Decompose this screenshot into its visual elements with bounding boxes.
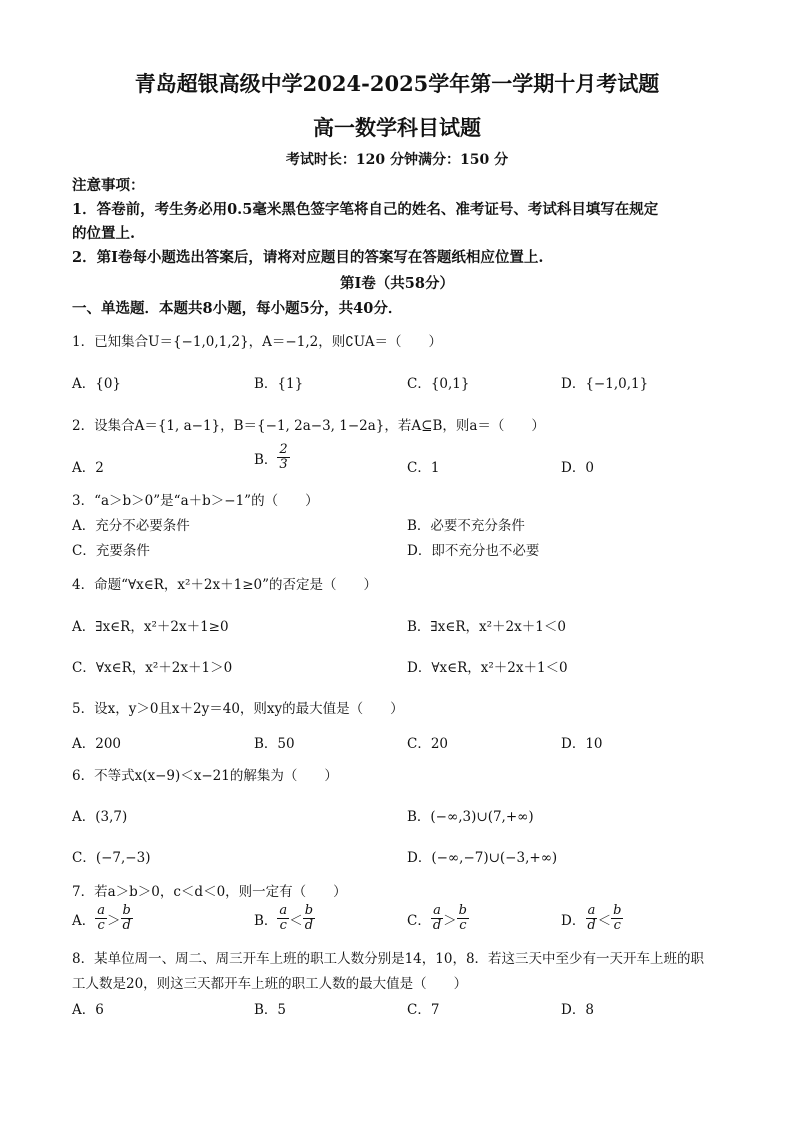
fraction	[585, 904, 597, 933]
question-5-option-b: B．50	[254, 736, 295, 752]
fraction-denominator: d	[122, 918, 131, 933]
question-3-option-b: B．必要不充分条件	[407, 518, 525, 534]
fraction-denominator: d	[304, 918, 314, 933]
fraction-numerator: b	[613, 903, 622, 918]
question-6-option-a: A．(3,7)	[72, 809, 128, 825]
question-5-option-d: D．10	[561, 736, 603, 752]
fraction-numerator: a	[279, 903, 288, 918]
fraction	[277, 904, 289, 933]
question-7-option-d	[561, 904, 623, 933]
fraction-denominator: d	[587, 918, 596, 933]
question-7-option-c	[407, 904, 469, 933]
fraction	[611, 904, 623, 933]
fraction-numerator: 2	[279, 442, 288, 457]
fraction-denominator: c	[97, 918, 105, 933]
question-4-stem: 4．命题“∀x∈R，x²＋2x＋1≥0”的否定是（ ）	[72, 577, 378, 593]
question-8-option-b: B．5	[254, 1002, 287, 1018]
question-3-option-a: A．充分不必要条件	[72, 518, 190, 534]
part-1-title: 第Ⅰ卷（共58分）	[340, 275, 454, 292]
question-4-option-d: D．∀x∈R，x²＋2x＋1＜0	[407, 660, 568, 676]
question-4-option-a: A．∃x∈R，x²＋2x＋1≥0	[72, 619, 229, 635]
fraction-denominator: c	[459, 918, 467, 933]
fraction	[277, 443, 289, 472]
question-1-stem: 1．已知集合U＝{−1,0,1,2}，A＝−1,2，则∁UA＝（ ）	[72, 334, 443, 350]
section-1-title: 一、单选题．本题共8小题，每小题5分，共40分．	[72, 300, 403, 317]
question-8-option-c: C．7	[407, 1002, 440, 1018]
question-2-option-a: A．2	[72, 460, 104, 476]
question-2-option-b-label: B．	[254, 451, 278, 468]
question-8-option-d: D．8	[561, 1002, 594, 1018]
note-item-2: 2．第Ⅰ卷每小题选出答案后，请将对应题目的答案写在答题纸相应位置上.	[72, 249, 544, 266]
question-3-stem: 3．“a＞b＞0”是“a＋b＞−1”的（ ）	[72, 493, 319, 509]
note-item-1-line-1: 1．答卷前，考生务必用0.5毫米黑色签字笔将自己的姓名、准考证号、考试科目填写在规定	[72, 201, 659, 218]
question-7-stem: 7．若a＞b＞0，c＜d＜0，则一定有（ ）	[72, 884, 347, 900]
question-2-option-c: C．1	[407, 460, 440, 476]
fraction-numerator: b	[304, 903, 314, 918]
question-7-option-a	[72, 904, 133, 933]
question-6-stem: 6．不等式x(x−9)＜x−21的解集为（ ）	[72, 768, 338, 784]
question-6-option-b: B．(−∞,3)∪(7,+∞)	[407, 809, 534, 825]
fraction-denominator: c	[279, 918, 287, 933]
question-7-option-b-label: B．	[254, 912, 278, 929]
exam-info: 考试时长：120 分钟满分：150 分	[285, 152, 509, 168]
fraction-numerator: b	[458, 903, 467, 918]
fraction	[121, 904, 133, 933]
question-3-option-d: D．即不充分也不必要	[407, 543, 540, 559]
question-7-option-b	[254, 904, 315, 933]
comparison-sign: ＜	[597, 912, 612, 929]
fraction-numerator: a	[587, 903, 596, 918]
question-8-option-a: A．6	[72, 1002, 104, 1018]
question-6-option-c: C．(−7,−3)	[72, 850, 151, 866]
fraction-numerator: a	[433, 903, 441, 918]
question-4-option-b: B．∃x∈R，x²＋2x＋1＜0	[407, 619, 566, 635]
fraction-numerator: b	[122, 903, 131, 918]
question-7-option-a-label: A．	[72, 912, 96, 929]
question-8-stem-line-2: 工人数是20，则这三天都开车上班的职工人数的最大值是（ ）	[72, 976, 468, 992]
question-5-option-c: C．20	[407, 736, 449, 752]
question-5-option-a: A．200	[72, 736, 122, 752]
exam-title: 青岛超银高级中学2024-2025学年第一学期十月考试题	[134, 71, 660, 96]
fraction	[95, 904, 107, 933]
question-1-option-d: D．{−1,0,1}	[561, 376, 649, 392]
question-4-option-c: C．∀x∈R，x²＋2x＋1＞0	[72, 660, 233, 676]
fraction	[457, 904, 469, 933]
note-item-1-line-2: 的位置上.	[72, 225, 136, 242]
question-7-option-c-label: C．	[407, 912, 431, 929]
question-1-option-b: B．{1}	[254, 376, 304, 392]
notes-heading: 注意事项：	[72, 177, 145, 194]
question-2-option-d: D．0	[561, 460, 594, 476]
question-8-stem-line-1: 8．某单位周一、周二、周三开车上班的职工人数分别是14，10，8．若这三天中至少有一天开车上班的职	[72, 951, 705, 967]
fraction-denominator: 3	[279, 457, 288, 472]
question-5-stem: 5．设x，y＞0且x＋2y＝40，则xy的最大值是（ ）	[72, 701, 404, 717]
question-3-option-c: C．充要条件	[72, 543, 150, 559]
fraction-denominator: d	[432, 918, 442, 933]
question-2-stem: 2．设集合A＝{1, a−1}，B＝{−1, 2a−3, 1−2a}，若A⊆B，则a＝（ ）	[72, 418, 545, 434]
comparison-sign: ＜	[289, 912, 303, 929]
comparison-sign: ＞	[107, 912, 121, 929]
comparison-sign: ＞	[443, 912, 457, 929]
question-6-option-d: D．(−∞,−7)∪(−3,+∞)	[407, 850, 558, 866]
fraction	[303, 904, 315, 933]
fraction	[431, 904, 443, 933]
fraction-denominator: c	[613, 918, 621, 933]
question-1-option-c: C．{0,1}	[407, 376, 470, 392]
fraction-numerator: a	[97, 903, 106, 918]
exam-subtitle: 高一数学科目试题	[313, 115, 481, 140]
question-7-option-d-label: D．	[561, 912, 586, 929]
question-1-option-a: A．{0}	[72, 376, 122, 392]
question-2-option-b	[254, 443, 290, 472]
